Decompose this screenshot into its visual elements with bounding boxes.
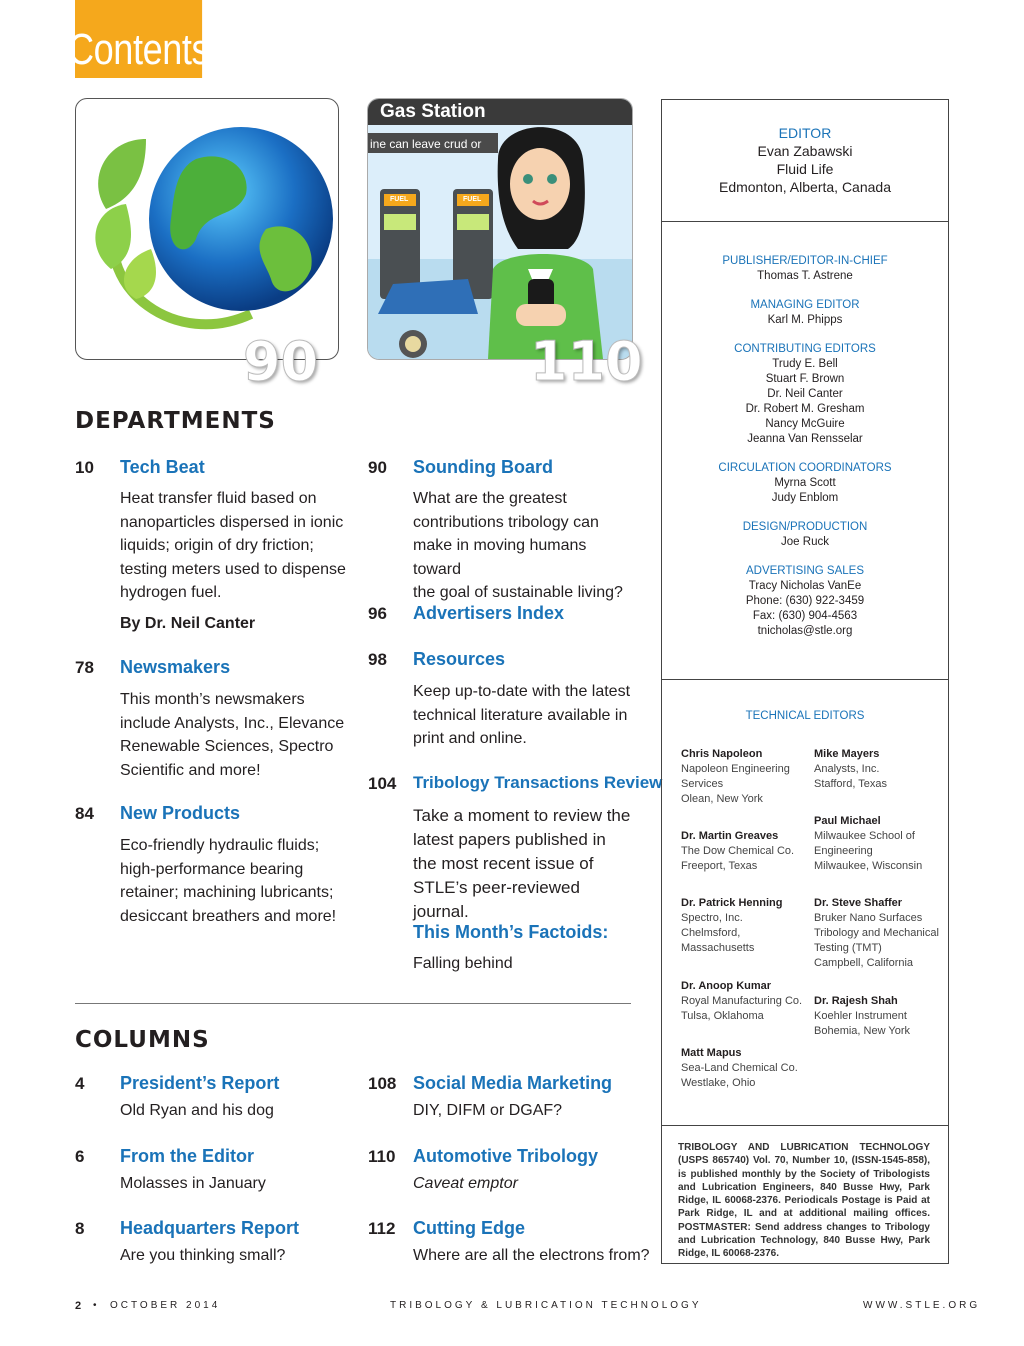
page-number: 104	[368, 774, 397, 793]
contents-heading: Contents	[75, 0, 202, 78]
pump-label-2: FUEL	[463, 196, 482, 203]
entry-description: Where are all the electrons from?	[413, 1247, 650, 1264]
tech-editor: Dr. Patrick Henning Spectro, Inc. Chelmsford, Massachusetts	[681, 897, 783, 954]
entry-title[interactable]: From the Editor	[120, 1146, 254, 1166]
staff-name: Joe Ruck	[781, 536, 829, 548]
footer-date: OCTOBER 2014	[110, 1300, 221, 1311]
staff-role: CIRCULATION COORDINATORS	[718, 462, 892, 474]
staff-name: Phone: (630) 922-3459	[745, 595, 865, 607]
staff-name: Dr. Neil Canter	[767, 388, 843, 400]
columns-heading: COLUMNS	[75, 1027, 210, 1053]
masthead-box	[661, 99, 949, 1264]
staff-role: DESIGN/PRODUCTION	[742, 521, 868, 533]
footer-separator: •	[93, 1300, 100, 1311]
page-number: 84	[75, 804, 94, 823]
staff-role: CONTRIBUTING EDITORS	[734, 343, 876, 355]
entry-title[interactable]: Resources	[413, 649, 506, 669]
staff-list	[662, 254, 948, 639]
entry-description: Old Ryan and his dog	[120, 1102, 274, 1119]
entry-title[interactable]: This Month’s Factoids:	[413, 922, 609, 942]
entry-description: Caveat emptor	[413, 1175, 518, 1192]
tech-editor: Paul Michael Milwaukee School of Engineering Milwaukee, Wisconsin	[814, 815, 923, 872]
entry-description: This month’s newsmakers include Analysts, Inc., Elevance Renewable Sciences, Spectro Scientific and more!	[120, 691, 345, 779]
entry-title[interactable]: Tribology Transactions Review	[413, 773, 663, 792]
masthead-divider-2	[662, 679, 948, 680]
entry-title[interactable]: Advertisers Index	[413, 603, 565, 623]
staff-name: Nancy McGuire	[765, 418, 845, 430]
staff-role: MANAGING EDITOR	[750, 299, 860, 311]
entry-title[interactable]: New Products	[120, 803, 241, 823]
tech-editor: Dr. Martin Greaves The Dow Chemical Co. Freeport, Texas	[681, 830, 795, 872]
page-number: 110	[368, 1147, 396, 1166]
staff-role: ADVERTISING SALES	[745, 565, 865, 577]
staff-name: Judy Enblom	[771, 492, 839, 504]
staff-name: Myrna Scott	[774, 477, 836, 489]
staff-name: Stuart F. Brown	[765, 373, 845, 385]
entry-title[interactable]: Sounding Board	[413, 457, 553, 477]
footer-page-number: 2	[75, 1300, 85, 1312]
staff-email-link[interactable]: tnicholas@stle.org	[757, 625, 853, 637]
globe-illustration	[76, 99, 338, 359]
pump-label-1: FUEL	[390, 196, 409, 203]
page-number: 112	[368, 1219, 396, 1238]
entry-title[interactable]: Cutting Edge	[413, 1218, 525, 1238]
entry-title[interactable]: President’s Report	[120, 1073, 280, 1093]
page-number: 4	[75, 1074, 85, 1093]
entry-description: Keep up-to-date with the latest technical literature available in print and online.	[413, 683, 631, 747]
entry-title[interactable]: Automotive Tribology	[413, 1146, 599, 1166]
editor-location: Edmonton, Alberta, Canada	[718, 179, 891, 195]
entry-description: Are you thinking small?	[120, 1247, 286, 1264]
feature-page-number-1: 90	[243, 330, 319, 393]
technical-editors-heading: TECHNICAL EDITORS	[745, 710, 865, 722]
page-number: 90	[368, 458, 387, 477]
departments-heading: DEPARTMENTS	[75, 408, 276, 434]
publication-notice: TRIBOLOGY AND LUBRICATION TECHNOLOGY (USPS 865740) Vol. 70, Number 10, (ISSN-1545-858), is published monthly by the Society of Tribologists and Lubrication Engineers, 840 Busse Hwy, Park Ridge, IL 60068-2376. Periodicals Postage is Paid at Park Ridge, IL and at additional mailing offices. POSTMASTER: Send address changes to Tribology and Lubrication Technology, 840 Busse Hwy, Park Ridge, IL 60068-2376.	[678, 1142, 930, 1260]
staff-name: Dr. Robert M. Gresham	[745, 403, 865, 415]
staff-name: Jeanna Van Rensselar	[747, 433, 863, 445]
entry-description: What are the greatest contributions tribology can make in moving humans toward the goal of sustainable living?	[413, 490, 623, 601]
page-number: 78	[75, 658, 94, 677]
editor-name: Evan Zabawski	[757, 143, 853, 159]
entry-description: Heat transfer fluid based on nanoparticles dispersed in ionic liquids; origin of dry friction; testing meters used to dispense hydrogen fuel. By Dr. Neil Canter	[120, 487, 355, 635]
tech-editor: Mike Mayers Analysts, Inc. Stafford, Texas	[814, 748, 887, 790]
tech-editor: Chris Napoleon Napoleon Engineering Services Olean, New York	[681, 748, 790, 805]
entry-title[interactable]: Tech Beat	[120, 457, 205, 477]
feature-image-gas-station[interactable]	[367, 98, 633, 360]
feature-page-number-2: 110	[530, 330, 643, 393]
byline: By Dr. Neil Canter	[120, 614, 256, 632]
editor-company: Fluid Life	[776, 161, 834, 177]
page-number: 10	[75, 458, 94, 477]
page-number: 98	[368, 650, 387, 669]
tech-editor: Dr. Steve Shaffer Bruker Nano Surfaces Tribology and Mechanical Testing (TMT) Campbell, California	[814, 897, 939, 969]
staff-name: Karl M. Phipps	[767, 314, 843, 326]
entry-description: Take a moment to review the latest papers published in the most recent issue of STLE’s peer-reviewed journal.	[413, 806, 631, 921]
staff-name: Trudy E. Bell	[772, 358, 838, 370]
gas-station-banner-sub: ine can leave crud or	[370, 137, 482, 151]
page-number: 8	[75, 1219, 85, 1238]
entry-description: Falling behind	[413, 955, 513, 972]
tech-editor: Dr. Rajesh Shah Koehler Instrument Bohemia, New York	[814, 995, 910, 1037]
masthead-divider-3	[662, 1125, 948, 1126]
entry-description: Molasses in January	[120, 1175, 266, 1192]
staff-name: Tracy Nicholas VanEe	[748, 580, 862, 592]
entry-description: Eco-friendly hydraulic fluids; high-performance bearing retainer; machining lubricants; desiccant breathers and more!	[120, 837, 337, 925]
masthead-divider-1	[662, 221, 948, 222]
entry-title[interactable]: Newsmakers	[120, 657, 231, 677]
section-divider	[75, 1003, 631, 1004]
page-number: 6	[75, 1147, 85, 1166]
staff-name: Thomas T. Astrene	[757, 270, 853, 282]
gas-station-banner-title: Gas Station	[380, 101, 486, 122]
staff-name: Fax: (630) 904-4563	[752, 610, 858, 622]
feature-image-globe[interactable]	[75, 98, 339, 360]
footer-website-link[interactable]: WWW.STLE.ORG	[863, 1300, 981, 1311]
staff-role: PUBLISHER/EDITOR-IN-CHIEF	[722, 255, 888, 267]
entry-title[interactable]: Social Media Marketing	[413, 1073, 613, 1093]
page-number: 108	[368, 1074, 397, 1093]
tech-editor: Matt Mapus Sea-Land Chemical Co. Westlake, Ohio	[681, 1047, 798, 1089]
entry-description: DIY, DIFM or DGAF?	[413, 1102, 563, 1119]
entry-title[interactable]: Headquarters Report	[120, 1218, 300, 1238]
footer-magazine-name: TRIBOLOGY & LUBRICATION TECHNOLOGY	[390, 1300, 702, 1311]
editor-section	[662, 124, 948, 196]
editor-role: EDITOR	[778, 125, 832, 141]
page-number: 96	[368, 604, 387, 623]
tech-editor: Dr. Anoop Kumar Royal Manufacturing Co. Tulsa, Oklahoma	[681, 980, 803, 1022]
